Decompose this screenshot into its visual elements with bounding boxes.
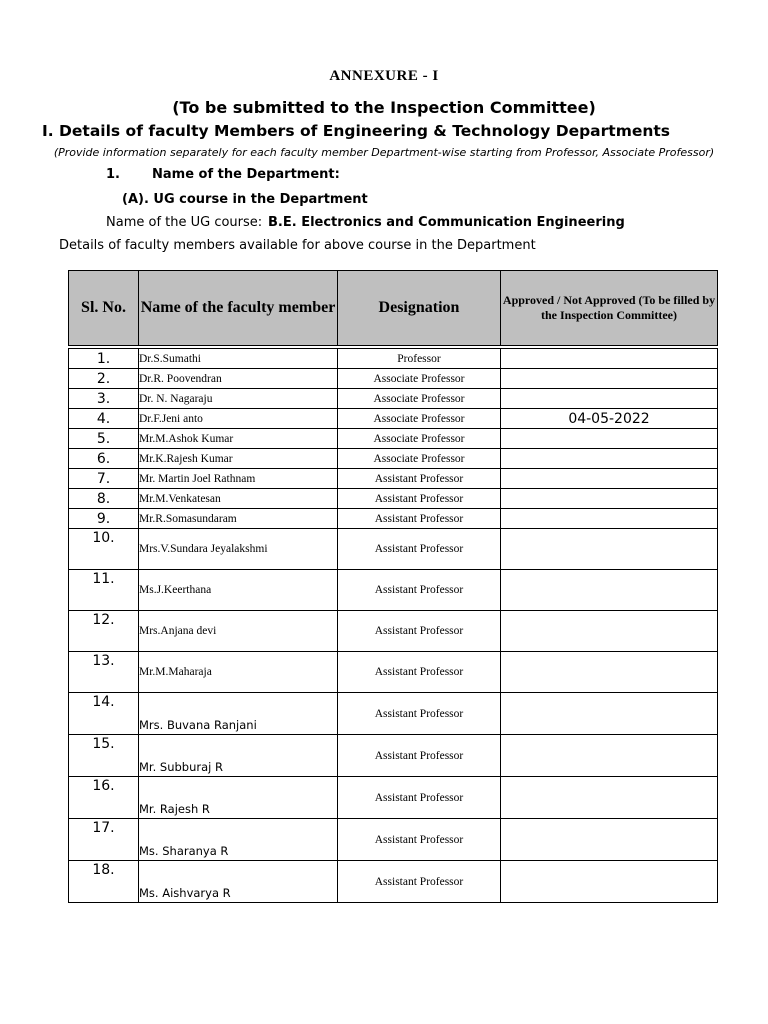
instruction-note: (Provide information separately for each faculty member Department-wise starting from Professor, Associate Professor)	[53, 146, 715, 159]
table-row	[69, 409, 718, 429]
faculty-designation: Associate Professor	[338, 369, 501, 389]
faculty-designation: Professor	[338, 349, 501, 369]
faculty-name: Mr.M.Venkatesan	[139, 489, 338, 509]
faculty-designation: Associate Professor	[338, 449, 501, 469]
table-row	[69, 861, 718, 903]
approval-cell	[501, 429, 718, 449]
annexure-title: ANNEXURE - I	[329, 68, 439, 84]
department-number: 1.	[106, 167, 120, 182]
approval-cell	[501, 509, 718, 529]
row-serial-number: 16.	[69, 777, 139, 819]
faculty-designation: Assistant Professor	[338, 693, 501, 735]
faculty-name: Mr. Subburaj R	[139, 735, 338, 777]
faculty-name: Mr.M.Maharaja	[139, 652, 338, 693]
department-label: Name of the Department:	[152, 167, 340, 182]
row-serial-number: 18.	[69, 861, 139, 903]
faculty-name: Dr. N. Nagaraju	[139, 389, 338, 409]
row-serial-number: 1.	[69, 349, 139, 369]
row-serial-number: 2.	[69, 369, 139, 389]
approval-cell	[501, 693, 718, 735]
approval-cell	[501, 570, 718, 611]
faculty-designation: Assistant Professor	[338, 861, 501, 903]
section-title: I. Details of faculty Members of Engineering & Technology Departments	[42, 122, 671, 140]
details-line: Details of faculty members available for above course in the Department	[59, 238, 536, 253]
faculty-designation: Assistant Professor	[338, 777, 501, 819]
faculty-name: Ms. Aishvarya R	[139, 861, 338, 903]
faculty-name: Mr.K.Rajesh Kumar	[139, 449, 338, 469]
table-row	[69, 449, 718, 469]
faculty-name: Mrs.Anjana devi	[139, 611, 338, 652]
faculty-designation: Assistant Professor	[338, 469, 501, 489]
approval-cell	[501, 529, 718, 570]
faculty-name: Mr.R.Somasundaram	[139, 509, 338, 529]
ug-course-label: Name of the UG course:	[106, 215, 263, 230]
faculty-designation: Assistant Professor	[338, 570, 501, 611]
faculty-name: Dr.S.Sumathi	[139, 349, 338, 369]
table-row	[69, 570, 718, 611]
row-serial-number: 9.	[69, 509, 139, 529]
table-row	[69, 469, 718, 489]
faculty-designation: Assistant Professor	[338, 509, 501, 529]
approval-cell	[501, 861, 718, 903]
faculty-name: Mr.M.Ashok Kumar	[139, 429, 338, 449]
faculty-designation: Assistant Professor	[338, 489, 501, 509]
approval-cell	[501, 652, 718, 693]
column-header-sl-no: Sl. No.	[69, 271, 139, 346]
faculty-name: Mr. Martin Joel Rathnam	[139, 469, 338, 489]
approval-cell	[501, 449, 718, 469]
approval-cell	[501, 735, 718, 777]
table-row	[69, 819, 718, 861]
approval-cell	[501, 489, 718, 509]
row-serial-number: 13.	[69, 652, 139, 693]
row-serial-number: 6.	[69, 449, 139, 469]
faculty-name: Mrs. Buvana Ranjani	[139, 693, 338, 735]
faculty-designation: Assistant Professor	[338, 735, 501, 777]
ug-course-heading: (A). UG course in the Department	[122, 192, 368, 207]
table-row	[69, 611, 718, 652]
table-row	[69, 349, 718, 369]
approval-cell	[501, 611, 718, 652]
row-serial-number: 8.	[69, 489, 139, 509]
column-header-designation: Designation	[338, 271, 501, 346]
table-row	[69, 389, 718, 409]
row-serial-number: 4.	[69, 409, 139, 429]
table-row	[69, 735, 718, 777]
table-row	[69, 509, 718, 529]
faculty-name: Dr.F.Jeni anto	[139, 409, 338, 429]
faculty-name: Ms. Sharanya R	[139, 819, 338, 861]
row-serial-number: 15.	[69, 735, 139, 777]
row-serial-number: 10.	[69, 529, 139, 570]
table-row	[69, 369, 718, 389]
faculty-name: Mr. Rajesh R	[139, 777, 338, 819]
approval-cell	[501, 777, 718, 819]
table-row	[69, 652, 718, 693]
ug-course-value: B.E. Electronics and Communication Engineering	[268, 215, 625, 230]
row-serial-number: 11.	[69, 570, 139, 611]
table-row	[69, 489, 718, 509]
column-header-approval: Approved / Not Approved (To be filled by the Inspection Committee)	[501, 271, 718, 346]
faculty-name: Mrs.V.Sundara Jeyalakshmi	[139, 529, 338, 570]
row-serial-number: 12.	[69, 611, 139, 652]
row-serial-number: 17.	[69, 819, 139, 861]
faculty-designation: Assistant Professor	[338, 819, 501, 861]
submission-note: (To be submitted to the Inspection Committee)	[172, 98, 596, 117]
faculty-name: Dr.R. Poovendran	[139, 369, 338, 389]
approval-cell	[501, 819, 718, 861]
faculty-name: Ms.J.Keerthana	[139, 570, 338, 611]
approval-cell	[501, 389, 718, 409]
faculty-designation: Associate Professor	[338, 389, 501, 409]
faculty-designation: Associate Professor	[338, 429, 501, 449]
table-row	[69, 529, 718, 570]
approval-cell	[501, 469, 718, 489]
row-serial-number: 5.	[69, 429, 139, 449]
faculty-table	[68, 270, 718, 903]
column-header-name: Name of the faculty member	[139, 271, 338, 346]
table-row	[69, 777, 718, 819]
faculty-designation: Assistant Professor	[338, 611, 501, 652]
faculty-designation: Assistant Professor	[338, 652, 501, 693]
faculty-designation: Assistant Professor	[338, 529, 501, 570]
row-serial-number: 7.	[69, 469, 139, 489]
approval-date: 04-05-2022	[501, 409, 718, 429]
approval-cell	[501, 349, 718, 369]
row-serial-number: 14.	[69, 693, 139, 735]
row-serial-number: 3.	[69, 389, 139, 409]
table-row	[69, 429, 718, 449]
table-row	[69, 693, 718, 735]
faculty-designation: Associate Professor	[338, 409, 501, 429]
approval-cell	[501, 369, 718, 389]
